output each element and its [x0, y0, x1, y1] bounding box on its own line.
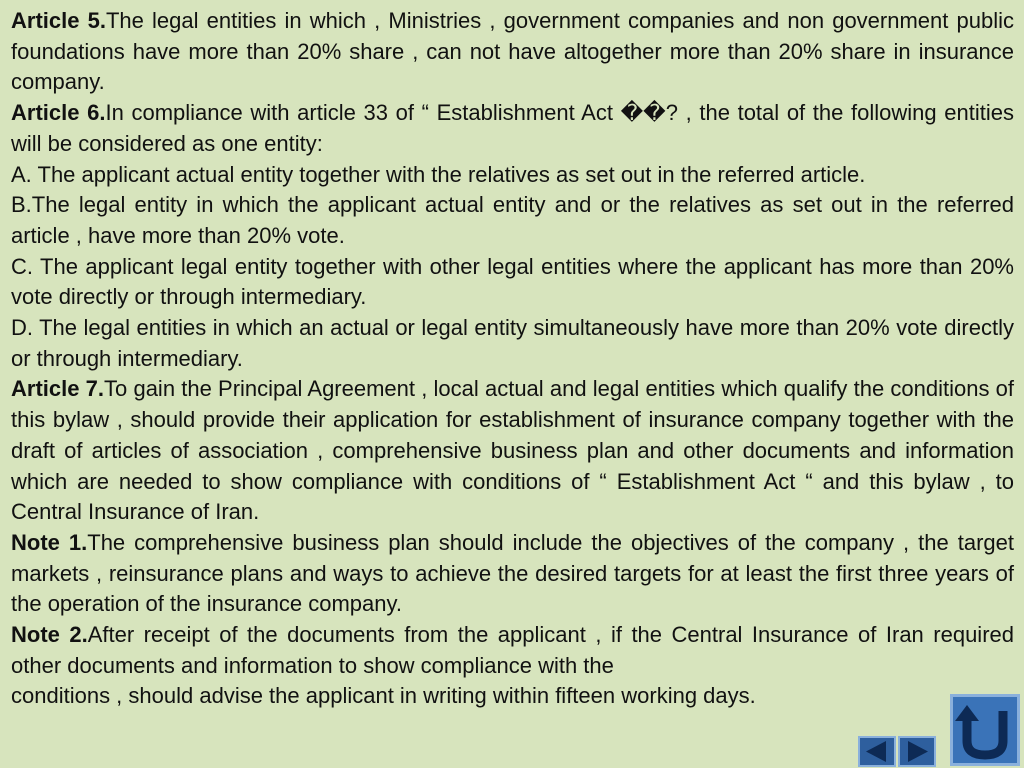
- item-b-text: B.The legal entity in which the applicant actual entity and or the relatives as set out in the referred article , have more than 20% vote.: [11, 192, 1014, 248]
- note-1-label: Note 1.: [11, 529, 88, 555]
- item-a-text: A. The applicant actual entity together with the relatives as set out in the referred article.: [11, 161, 866, 187]
- article-7-paragraph: [11, 374, 1014, 528]
- item-c-text: C. The applicant legal entity together with other legal entities where the applicant has more than 20% vote directly or through intermediary.: [11, 253, 1014, 310]
- next-slide-button[interactable]: [898, 736, 936, 767]
- previous-slide-button[interactable]: [858, 736, 896, 767]
- item-a-paragraph: [11, 160, 1014, 191]
- article-7-label: Article 7.: [11, 376, 105, 402]
- note-2-text: After receipt of the documents from the applicant , if the Central Insurance of Iran required other documents and information to show compliance with the: [11, 622, 1014, 678]
- item-d-paragraph: [11, 313, 1014, 374]
- note-2-final-text: conditions , should advise the applicant in writing within fifteen working days.: [11, 683, 756, 709]
- article-6-paragraph: [11, 98, 1014, 159]
- article-5-text: The legal entities in which , Ministries , government companies and non government public foundations have more than 20% share , can not have altogether more than 20% share in insurance company.: [11, 8, 1015, 95]
- note-2-final-line: [11, 681, 1014, 712]
- triangle-left-icon: [860, 738, 894, 765]
- article-6-text: In compliance with article 33 of “ Establishment Act ��? , the total of the following entities will be considered as one entity:: [11, 100, 1014, 156]
- article-5-paragraph: [11, 6, 1014, 98]
- article-5-label: Article 5.: [11, 8, 106, 33]
- return-button[interactable]: [950, 694, 1020, 766]
- item-d-text: D. The legal entities in which an actual or legal entity simultaneously have more than 20% vote directly or through intermediary.: [11, 315, 1014, 371]
- note-1-paragraph: [11, 528, 1014, 620]
- article-7-text: To gain the Principal Agreement , local actual and legal entities which qualify the conditions of this bylaw , should provide their application for establishment of insurance company together with the draft of articles of association , comprehensive business plan and other documents and information which are needed to show compliance with conditions of “ Establishment Act “ and this bylaw , to Central Insurance of Iran.: [11, 376, 1014, 525]
- u-turn-arrow-icon: [953, 697, 1017, 763]
- note-1-text: The comprehensive business plan should include the objectives of the company , the target markets , reinsurance plans and ways to achieve the desired targets for at least the first three years of the operation of the insurance company.: [11, 529, 1014, 617]
- item-b-paragraph: [11, 190, 1014, 251]
- note-2-label: Note 2.: [11, 622, 88, 648]
- item-c-paragraph: [11, 252, 1014, 313]
- document-body: [11, 6, 1014, 712]
- article-6-label: Article 6.: [11, 100, 106, 126]
- triangle-right-icon: [900, 738, 934, 765]
- note-2-paragraph: [11, 620, 1014, 681]
